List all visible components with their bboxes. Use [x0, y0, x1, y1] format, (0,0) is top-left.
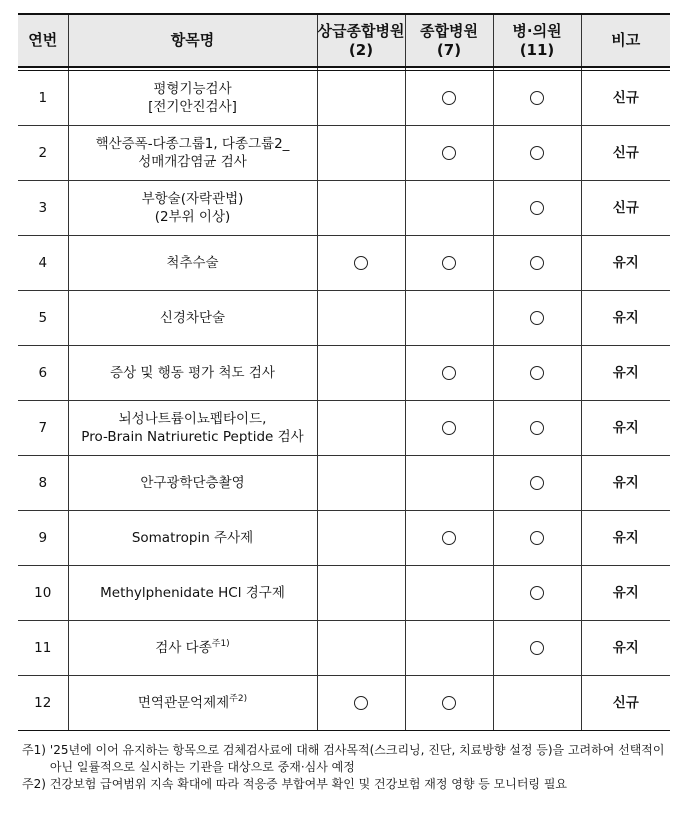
item-name-line: 평형기능검사 [153, 81, 232, 97]
cell-general [405, 291, 493, 346]
cell-tertiary [317, 621, 405, 676]
footnote-text: '25년에 이어 유지하는 항목으로 검체검사료에 대해 검사목적(스크리닝, 진단, 치료방향 설정 등)을 고려하여 선택적이 아닌 일률적으로 실시하는 기관을 대상으로 중재·심사 예정 [49, 743, 665, 774]
item-name [68, 346, 317, 401]
circle-mark-icon [530, 91, 544, 105]
table-row [18, 676, 670, 731]
cell-tertiary [317, 676, 405, 731]
row-number: 3 [18, 181, 68, 236]
cell-tertiary [317, 511, 405, 566]
remark-cell: 신규 [581, 676, 670, 731]
cell-clinic [493, 566, 581, 621]
circle-mark-icon [530, 201, 544, 215]
col-header-general [405, 14, 493, 67]
remark-cell: 신규 [581, 126, 670, 181]
cell-general [405, 346, 493, 401]
footnote-1 [22, 742, 672, 776]
col-header-remark: 비고 [581, 14, 670, 67]
remark-cell: 유지 [581, 346, 670, 401]
item-name-line: Methylphenidate HCl 경구제 [100, 585, 285, 601]
item-name-line: 핵산증폭-다종그룹1, 다종그룹2_ [95, 136, 290, 152]
remark-cell: 신규 [581, 181, 670, 236]
table-row [18, 236, 670, 291]
row-number: 4 [18, 236, 68, 291]
cell-general [405, 566, 493, 621]
circle-mark-icon [530, 421, 544, 435]
item-name [68, 676, 317, 731]
col-header-tertiary-count: (2) [348, 40, 374, 59]
item-name-line: 성매개감염균 검사 [138, 154, 247, 170]
circle-mark-icon [354, 696, 368, 710]
remark-cell: 유지 [581, 236, 670, 291]
item-name [68, 236, 317, 291]
cell-clinic [493, 401, 581, 456]
cell-general [405, 126, 493, 181]
circle-mark-icon [530, 256, 544, 270]
item-name-line: 안구광학단층촬영 [140, 475, 245, 491]
cell-clinic [493, 621, 581, 676]
row-number: 9 [18, 511, 68, 566]
remark-cell: 유지 [581, 401, 670, 456]
item-name-line: 면역관문억제제 [137, 695, 230, 711]
row-number: 8 [18, 456, 68, 511]
row-number: 7 [18, 401, 68, 456]
header-row [18, 14, 670, 67]
circle-mark-icon [442, 91, 456, 105]
item-name [68, 621, 317, 676]
circle-mark-icon [530, 476, 544, 490]
cell-tertiary [317, 291, 405, 346]
circle-mark-icon [442, 146, 456, 160]
row-number: 1 [18, 71, 68, 126]
circle-mark-icon [530, 531, 544, 545]
footnote-2 [22, 776, 672, 793]
cell-tertiary [317, 71, 405, 126]
cell-tertiary [317, 236, 405, 291]
cell-clinic [493, 126, 581, 181]
remark-cell: 신규 [581, 71, 670, 126]
review-items-table [18, 13, 670, 731]
cell-general [405, 511, 493, 566]
item-name-line: (2부위 이상) [154, 209, 231, 225]
table-row [18, 621, 670, 676]
col-header-no: 연번 [18, 14, 68, 67]
circle-mark-icon [442, 256, 456, 270]
item-name [68, 181, 317, 236]
cell-clinic [493, 291, 581, 346]
table-row [18, 291, 670, 346]
col-header-tertiary [317, 14, 405, 67]
item-name [68, 71, 317, 126]
footnote-marker: 주1) [22, 743, 46, 757]
table-row [18, 181, 670, 236]
item-name-line: Somatropin 주사제 [131, 530, 254, 546]
cell-clinic [493, 346, 581, 401]
cell-clinic [493, 676, 581, 731]
table-row [18, 346, 670, 401]
footnote-marker: 주2) [22, 777, 46, 791]
item-name [68, 566, 317, 621]
table-row [18, 511, 670, 566]
table-row [18, 71, 670, 126]
footnotes [22, 742, 672, 793]
item-name-line: 증상 및 행동 평가 척도 검사 [110, 365, 275, 381]
col-header-general-label: 종합병원 [420, 21, 478, 40]
col-header-clinic-count: (11) [519, 40, 555, 59]
circle-mark-icon [530, 366, 544, 380]
remark-cell: 유지 [581, 456, 670, 511]
table-row [18, 401, 670, 456]
circle-mark-icon [530, 641, 544, 655]
table-row [18, 126, 670, 181]
cell-clinic [493, 181, 581, 236]
col-header-tertiary-label: 상급종합병원 [317, 21, 405, 40]
row-number: 11 [18, 621, 68, 676]
cell-general [405, 676, 493, 731]
cell-tertiary [317, 181, 405, 236]
circle-mark-icon [442, 366, 456, 380]
cell-clinic [493, 71, 581, 126]
cell-general [405, 181, 493, 236]
row-number: 6 [18, 346, 68, 401]
col-header-clinic [493, 14, 581, 67]
cell-general [405, 71, 493, 126]
table-row [18, 456, 670, 511]
cell-tertiary [317, 456, 405, 511]
cell-tertiary [317, 346, 405, 401]
item-name-line: 부항술(자락관법) [141, 191, 244, 207]
row-number: 2 [18, 126, 68, 181]
col-header-clinic-label: 병·의원 [512, 21, 562, 40]
cell-tertiary [317, 401, 405, 456]
item-name [68, 126, 317, 181]
item-name [68, 401, 317, 456]
item-name [68, 291, 317, 346]
cell-general [405, 456, 493, 511]
cell-clinic [493, 456, 581, 511]
remark-cell: 유지 [581, 511, 670, 566]
item-name [68, 456, 317, 511]
item-name [68, 511, 317, 566]
item-name-line: 뇌성나트륨이뇨펩타이드, [118, 411, 267, 427]
row-number: 10 [18, 566, 68, 621]
row-number: 5 [18, 291, 68, 346]
cell-general [405, 401, 493, 456]
circle-mark-icon [442, 421, 456, 435]
row-number: 12 [18, 676, 68, 731]
circle-mark-icon [530, 311, 544, 325]
circle-mark-icon [354, 256, 368, 270]
circle-mark-icon [442, 531, 456, 545]
remark-cell: 유지 [581, 566, 670, 621]
cell-general [405, 236, 493, 291]
circle-mark-icon [530, 586, 544, 600]
table-row [18, 566, 670, 621]
cell-clinic [493, 236, 581, 291]
footnote-text: 건강보험 급여범위 지속 확대에 따라 적응증 부합여부 확인 및 건강보험 재정 영향 등 모니터링 필요 [49, 777, 568, 791]
circle-mark-icon [442, 696, 456, 710]
cell-tertiary [317, 126, 405, 181]
item-name-line: [전기안진검사] [148, 99, 237, 115]
remark-cell: 유지 [581, 621, 670, 676]
circle-mark-icon [530, 146, 544, 160]
col-header-item: 항목명 [68, 14, 317, 67]
cell-clinic [493, 511, 581, 566]
item-name-line: Pro-Brain Natriuretic Peptide 검사 [81, 429, 304, 445]
cell-general [405, 621, 493, 676]
footnote-ref: 주1) [211, 639, 230, 649]
cell-tertiary [317, 566, 405, 621]
col-header-general-count: (7) [436, 40, 462, 59]
item-name-line: 척추수술 [166, 255, 219, 271]
item-name-line: 신경차단술 [159, 310, 226, 326]
remark-cell: 유지 [581, 291, 670, 346]
footnote-ref: 주2) [229, 694, 248, 704]
item-name-line: 검사 다종 [155, 640, 212, 656]
